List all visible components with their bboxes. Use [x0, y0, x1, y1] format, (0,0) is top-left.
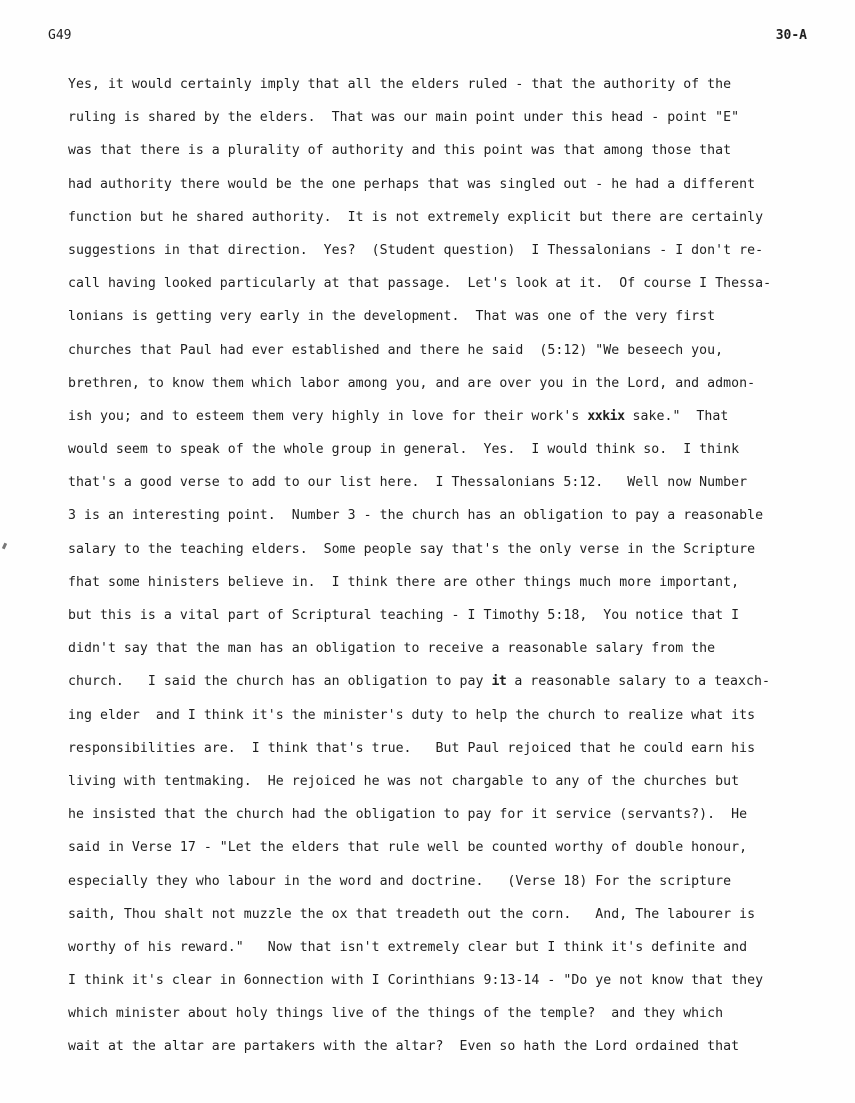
- body-text: [68, 72, 813, 1068]
- text-line: [68, 404, 813, 437]
- text-line: [68, 736, 813, 769]
- text-line: [68, 537, 813, 570]
- text-line: [68, 703, 813, 736]
- text-segment: Yes, it would certainly imply that all the elders ruled - that the authority of the: [68, 77, 732, 92]
- text-segment: was that there is a plurality of authority and this point was that among those that: [68, 143, 732, 159]
- text-line: [68, 304, 813, 337]
- text-line: [68, 105, 813, 138]
- text-segment: function but he shared authority. It is not extremely explicit but there are certainly: [68, 209, 764, 225]
- text-line: [68, 205, 813, 238]
- text-segment: I think it's clear in 6onnection with I Corinthians 9:13-14 - "Do ye not know that they: [68, 973, 764, 989]
- text-segment: call having looked particularly at that passage. Let's look at it. Of course I Thessa-: [68, 276, 772, 292]
- text-line: [68, 371, 813, 404]
- text-line: [68, 769, 813, 802]
- text-segment: lonians is getting very early in the development. That was one of the very first: [68, 309, 716, 325]
- text-segment: ing elder and I think it's the minister's duty to help the church to realize what its: [68, 707, 756, 723]
- text-segment: would seem to speak of the whole group in general. Yes. I would think so. I think: [68, 442, 740, 458]
- text-line: [68, 669, 813, 702]
- text-segment: suggestions in that direction. Yes? (Student question) I Thessalonians - I don't re-: [68, 242, 764, 258]
- text-line: [68, 72, 813, 105]
- text-line: [68, 238, 813, 271]
- text-segment: church. I said the church has an obligation to pay: [68, 674, 492, 690]
- text-line: [68, 1001, 813, 1034]
- text-line: [68, 935, 813, 968]
- page-header: [48, 28, 807, 48]
- text-line: [68, 835, 813, 868]
- text-segment: especially they who labour in the word and doctrine. (Verse 18) For the scripture: [68, 873, 732, 889]
- text-line: [68, 636, 813, 669]
- text-segment: brethren, to know them which labor among you, and are over you in the Lord, and admon-: [68, 375, 756, 391]
- text-line: [68, 902, 813, 935]
- text-segment: churches that Paul had ever established and there he said (5:12) "We beseech you,: [68, 342, 724, 358]
- text-segment: sake." That: [624, 408, 729, 424]
- text-segment: a reasonable salary to a teaxch-: [506, 674, 770, 690]
- text-line: [68, 968, 813, 1001]
- page-id: G49: [48, 28, 72, 43]
- text-line: [68, 172, 813, 205]
- text-line: [68, 470, 813, 503]
- text-segment: wait at the altar are partakers with the altar? Even so hath the Lord ordained that: [68, 1039, 740, 1055]
- text-segment: didn't say that the man has an obligation to receive a reasonable salary from the: [68, 641, 716, 657]
- text-line: [68, 802, 813, 835]
- text-line: [68, 271, 813, 304]
- text-segment: he insisted that the church had the obligation to pay for it service (servants?). He: [68, 807, 748, 823]
- text-segment: 3 is an interesting point. Number 3 - the church has an obligation to pay a reasonable: [68, 508, 764, 524]
- text-segment: responsibilities are. I think that's true. But Paul rejoiced that he could earn his: [68, 740, 756, 756]
- text-line: [68, 570, 813, 603]
- text-line: [68, 503, 813, 536]
- text-segment: which minister about holy things live of the things of the temple? and they which: [68, 1006, 724, 1022]
- text-segment: but this is a vital part of Scriptural teaching - I Timothy 5:18, You notice that I: [68, 608, 740, 623]
- text-segment: living with tentmaking. He rejoiced he was not chargable to any of the churches but: [68, 773, 740, 789]
- text-segment: worthy of his reward." Now that isn't extremely clear but I think it's definite and: [68, 939, 748, 955]
- text-line: [68, 603, 813, 636]
- text-line: [68, 338, 813, 371]
- text-line: [68, 138, 813, 171]
- text-line: [68, 869, 813, 902]
- text-segment: fhat some hinisters believe in. I think there are other things much more important,: [68, 574, 740, 590]
- struck-out-word: xxkix: [587, 408, 625, 424]
- text-segment: saith, Thou shalt not muzzle the ox that treadeth out the corn. And, The labourer is: [68, 906, 756, 922]
- margin-mark: [2, 543, 7, 550]
- text-line: [68, 1034, 813, 1067]
- text-segment: said in Verse 17 - "Let the elders that rule well be counted worthy of double honour,: [68, 840, 748, 856]
- text-line: [68, 437, 813, 470]
- text-segment: that's a good verse to add to our list here. I Thessalonians 5:12. Well now Number: [68, 475, 748, 491]
- text-segment: had authority there would be the one perhaps that was singled out - he had a different: [68, 176, 756, 192]
- struck-out-word: it: [491, 674, 507, 690]
- text-segment: ish you; and to esteem them very highly in love for their work's: [68, 408, 588, 424]
- text-segment: ruling is shared by the elders. That was our main point under this head - point "E": [68, 110, 740, 126]
- text-segment: salary to the teaching elders. Some people say that's the only verse in the Scripture: [68, 541, 756, 557]
- page-number: 30-A: [775, 28, 807, 43]
